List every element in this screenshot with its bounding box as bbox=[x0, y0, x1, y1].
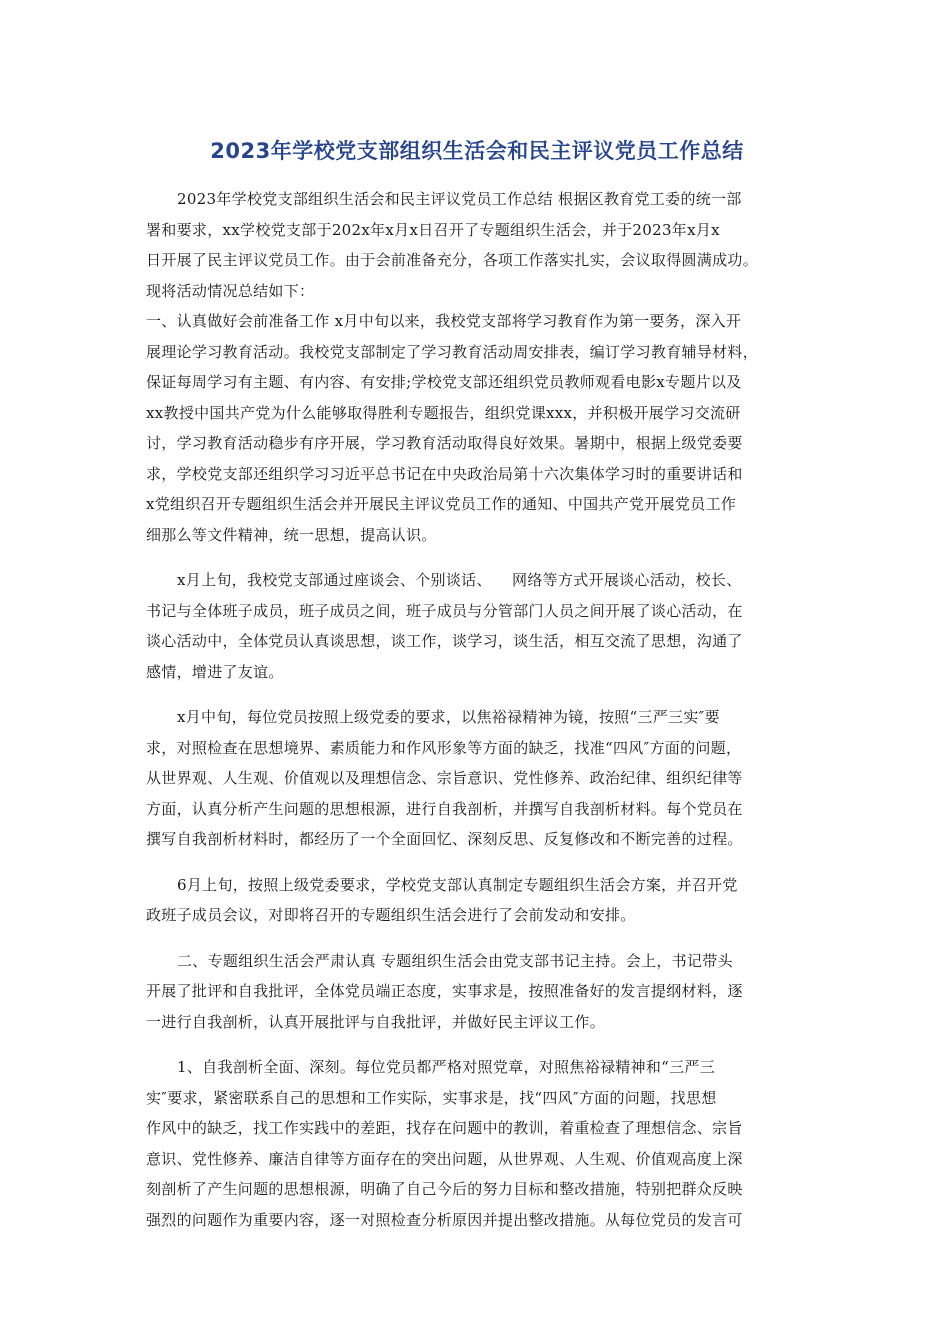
text-line: 撰写自我剖析材料时，都经历了一个全面回忆、深刻反思、反复修改和不断完善的过程。 bbox=[146, 830, 743, 848]
text-line: 二、专题组织生活会严肃认真 专题组织生活会由党支部书记主持。会上，书记带头 bbox=[177, 951, 733, 970]
document-title: 2023年学校党支部组织生活会和民主评议党员工作总结 bbox=[210, 139, 744, 163]
text-line: 书记与全体班子成员，班子成员之间，班子成员与分管部门人员之间开展了谈心活动，在 bbox=[146, 601, 743, 620]
text-line: x月上旬，我校党支部通过座谈会、个别谈话、 网络等方式开展谈心活动，校长、 bbox=[177, 571, 742, 589]
text-line: 刻剖析了产生问题的思想根源，明确了自己今后的努力目标和整改措施，特别把群众反映 bbox=[146, 1180, 743, 1198]
paragraph-section-one bbox=[146, 306, 808, 550]
text-line: 谈心活动中，全体党员认真谈思想，谈工作，谈学习，谈生活，相互交流了思想，沟通了 bbox=[146, 632, 743, 650]
text-line: 展理论学习教育活动。我校党支部制定了学习教育活动周安排表，编订学习教育辅导材料， bbox=[146, 342, 759, 361]
text-line: x月中旬，每位党员按照上级党委的要求，以焦裕禄精神为镜，按照“三严三实″要 bbox=[177, 708, 720, 726]
text-line: 现将活动情况总结如下： bbox=[146, 281, 315, 300]
text-line: 方面，认真分析产生问题的思想根源，进行自我剖析，并撰写自我剖析材料。每个党员在 bbox=[146, 799, 743, 818]
text-line: 日开展了民主评议党员工作。由于会前准备充分，各项工作落实扎实，会议取得圆满成功。 bbox=[146, 251, 759, 269]
text-line: 2023年学校党支部组织生活会和民主评议党员工作总结 根据区教育党工委的统一部 bbox=[177, 190, 742, 208]
text-line: 6月上旬，按照上级党委要求，学校党支部认真制定专题组织生活会方案，并召开党 bbox=[177, 875, 738, 894]
paragraph-section-two bbox=[146, 946, 808, 1038]
text-line: 保证每周学习有主题、有内容、有安排;学校党支部还组织党员教师观看电影x专题片以及 bbox=[146, 373, 742, 391]
paragraph-heart-talk bbox=[146, 565, 808, 687]
paragraph-point-one bbox=[146, 1052, 808, 1235]
text-line: 细那么等文件精神，统一思想，提高认识。 bbox=[146, 525, 437, 544]
text-line: 作风中的缺乏，找工作实践中的差距，找存在问题中的教训，着重检查了理想信念、宗旨 bbox=[146, 1119, 743, 1137]
text-line: 感情，增进了友谊。 bbox=[146, 662, 284, 681]
text-line: 意识、党性修养、廉洁自律等方面存在的突出问题，从世界观、人生观、价值观高度上深 bbox=[146, 1149, 743, 1168]
paragraph-self-analysis bbox=[146, 702, 808, 855]
text-line: 1、自我剖析全面、深刻。每位党员都严格对照党章，对照焦裕禄精神和“三严三 bbox=[177, 1058, 716, 1076]
text-line: 开展了批评和自我批评，全体党员端正态度，实事求是，按照准备好的发言提纲材料，逐 bbox=[146, 982, 743, 1000]
paragraph-intro bbox=[146, 184, 808, 306]
text-line: 政班子成员会议，对即将召开的专题组织生活会进行了会前发动和安排。 bbox=[146, 906, 636, 924]
text-line: 署和要求，xx学校党支部于202x年x月x日召开了专题组织生活会，并于2023年x月x bbox=[146, 220, 720, 239]
text-line: 实″要求，紧密联系自己的思想和工作实际，实事求是，找“四风″方面的问题，找思想 bbox=[146, 1088, 717, 1107]
text-line: 求，学校党支部还组织学习习近平总书记在中央政治局第十六次集体学习时的重要讲话和 bbox=[146, 464, 743, 483]
document-body bbox=[146, 184, 808, 1235]
text-line: xx教授中国共产党为什么能够取得胜利专题报告，组织党课xxx，并积极开展学习交流研 bbox=[146, 403, 741, 422]
text-line: 从世界观、人生观、价值观以及理想信念、宗旨意识、党性修养、政治纪律、组织纪律等 bbox=[146, 769, 743, 787]
text-line: 一、认真做好会前准备工作 x月中旬以来，我校党支部将学习教育作为第一要务，深入开 bbox=[146, 312, 742, 330]
paragraph-june-plan bbox=[146, 870, 808, 931]
text-line: 一进行自我剖析，认真开展批评与自我批评，并做好民主评议工作。 bbox=[146, 1012, 606, 1031]
text-line: x党组织召开专题组织生活会并开展民主评议党员工作的通知、中国共产党开展党员工作 bbox=[146, 495, 737, 513]
text-line: 讨，学习教育活动稳步有序开展，学习教育活动取得良好效果。暑期中，根据上级党委要 bbox=[146, 434, 743, 452]
text-line: 求，对照检查在思想境界、素质能力和作风形象等方面的缺乏，找准“四风″方面的问题， bbox=[146, 738, 742, 757]
text-line: 强烈的问题作为重要内容，逐一对照检查分析原因并提出整改措施。从每位党员的发言可 bbox=[146, 1210, 743, 1229]
